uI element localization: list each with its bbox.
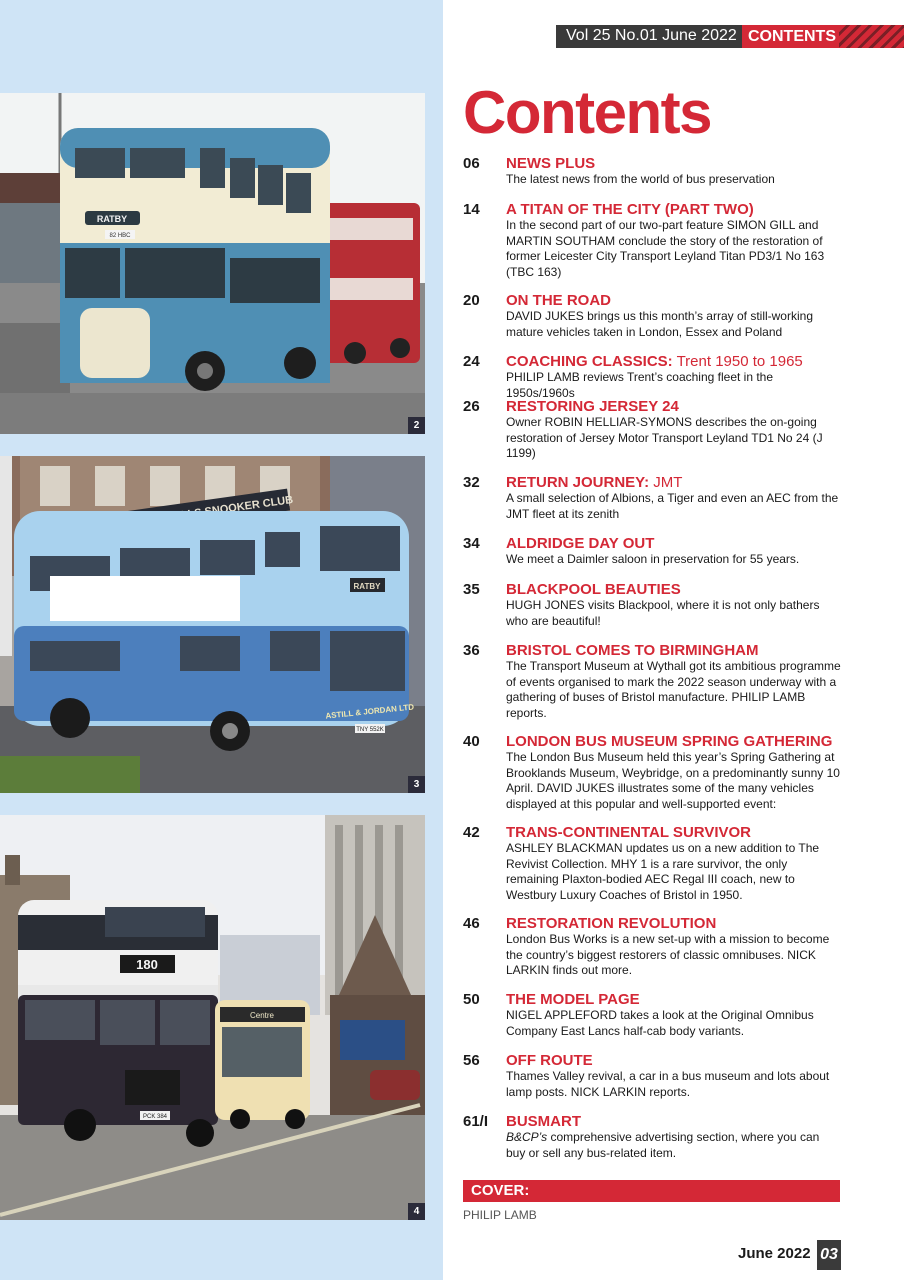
toc-description: London Bus Works is a new set-up with a mission to become the country’s biggest restorers of classic omnibuses. NICK LARKIN finds out more. [506, 932, 830, 978]
photo-astill-jordan-bus [0, 456, 425, 793]
photo4-small-bus-dest: Centre [249, 1011, 275, 1020]
toc-title: RESTORATION REVOLUTION [506, 915, 717, 932]
photo3-livery: ASTILL & JORDAN LTD [324, 702, 415, 721]
toc-title: BUSMART [506, 1113, 581, 1130]
toc-page-number: 40 [463, 733, 480, 750]
toc-page-number: 06 [463, 155, 480, 172]
toc-title: ALDRIDGE DAY OUT [506, 535, 655, 552]
photo-number-2: 2 [408, 417, 425, 434]
toc-description: Thames Valley revival, a car in a bus museum and lots about lamp posts. NICK LARKIN reports. [506, 1069, 830, 1099]
photo3-destination: RATBY [353, 582, 381, 591]
toc-title: LONDON BUS MUSEUM SPRING GATHERING [506, 733, 833, 750]
decorative-stripes [839, 25, 904, 48]
toc-page-number: 34 [463, 535, 480, 552]
cover-label-bar: COVER: [463, 1180, 840, 1202]
section-label: CONTENTS [748, 28, 836, 45]
toc-title: BRISTOL COMES TO BIRMINGHAM [506, 642, 759, 659]
toc-title: COACHING CLASSICS: Trent 1950 to 1965 [506, 353, 803, 370]
toc-description: PHILIP LAMB reviews Trent’s coaching fleet in the 1950s/1960s [506, 370, 774, 400]
toc-description: B&CP’s comprehensive advertising section, where you can buy or sell any bus-related item. [506, 1130, 820, 1160]
toc-description: We meet a Daimler saloon in preservation for 55 years. [506, 552, 800, 566]
toc-title: TRANS-CONTINENTAL SURVIVOR [506, 824, 752, 841]
toc-description: The Transport Museum at Wythall got its ambitious programme of events organised to mark the 2022 season underway with a gathering of buses of Bristol manufacture. PHILIP LAMB reports. [506, 659, 841, 720]
toc-title: OFF ROUTE [506, 1052, 593, 1069]
toc-description: The London Bus Museum held this year’s Spring Gathering at Brooklands Museum, Weybridge, on a predominantly sunny 10 April. DAVID JUKES illustrates some of the many vehicles displayed at this popular and well-supported event: [506, 750, 840, 811]
toc-page-number: 14 [463, 201, 480, 218]
toc-title: THE MODEL PAGE [506, 991, 640, 1008]
photo-leicester-titan [0, 93, 425, 434]
issue-info: Vol 25 No.01 June 2022 [566, 27, 737, 44]
photo4-destination: 180 [136, 957, 158, 972]
toc-description: DAVID JUKES brings us this month’s array of still-working mature vehicles taken in London, Essex and Poland [506, 309, 813, 339]
left-photo-panel [0, 0, 443, 1280]
photo-number-4: 4 [408, 1203, 425, 1220]
toc-page-number: 36 [463, 642, 480, 659]
photo4-plate: PCK 384 [142, 1114, 168, 1120]
toc-title: NEWS PLUS [506, 155, 596, 172]
toc-description: In the second part of our two-part feature SIMON GILL and MARTIN SOUTHAM conclude the story of the restoration of former Leicester City Transport Leyland Titan PD3/1 No 163 (TBC 163) [506, 218, 825, 279]
toc-page-number: 35 [463, 581, 480, 598]
toc-description: NIGEL APPLEFORD takes a look at the Original Omnibus Company East Lancs half-cab body variants. [506, 1008, 814, 1038]
toc-page-number: 24 [463, 353, 480, 370]
toc-title: RESTORING JERSEY 24 [506, 398, 679, 415]
footer-page-number: 03 [817, 1240, 841, 1270]
toc-page-number: 46 [463, 915, 480, 932]
issue-header-strip [556, 25, 904, 48]
toc-description: The latest news from the world of bus preservation [506, 172, 775, 186]
toc-page-number: 32 [463, 474, 480, 491]
toc-title: BLACKPOOL BEAUTIES [506, 581, 681, 598]
photo2-plate: 82 HBC [109, 233, 131, 239]
toc-page-number: 56 [463, 1052, 480, 1069]
footer-date: June 2022 [738, 1245, 811, 1262]
toc-title: ON THE ROAD [506, 292, 611, 309]
photo-bristol-street-scene [0, 815, 425, 1220]
cover-credit: PHILIP LAMB [463, 1208, 537, 1222]
toc-page-number: 42 [463, 824, 480, 841]
toc-description: Owner ROBIN HELLIAR-SYMONS describes the on-going restoration of Jersey Motor Transport Leyland TD1 No 24 (J 1199) [506, 415, 823, 461]
photo3-plate: TNY 552K [356, 727, 384, 733]
photo2-destination-sign: RATBY [96, 214, 128, 224]
toc-page-number: 50 [463, 991, 480, 1008]
toc-title: A TITAN OF THE CITY (PART TWO) [506, 201, 754, 218]
toc-description: ASHLEY BLACKMAN updates us on a new addition to The Revivist Collection. MHY 1 is a rare survivor, the only remaining Plaxton-bodied AEC Regal III coach, new to Westbury Luxury Coaches of Bristol in 1950. [506, 841, 820, 902]
toc-page-number: 61/I [463, 1113, 489, 1130]
toc-page-number: 26 [463, 398, 480, 415]
photo-number-3: 3 [408, 776, 425, 793]
toc-page-number: 20 [463, 292, 480, 309]
toc-description: A small selection of Albions, a Tiger and even an AEC from the JMT fleet at its zenith [506, 491, 839, 521]
toc-title: RETURN JOURNEY: JMT [506, 474, 683, 491]
page-title: Contents [463, 79, 711, 146]
toc-description: HUGH JONES visits Blackpool, where it is not only bathers who are beautiful! [506, 598, 820, 628]
